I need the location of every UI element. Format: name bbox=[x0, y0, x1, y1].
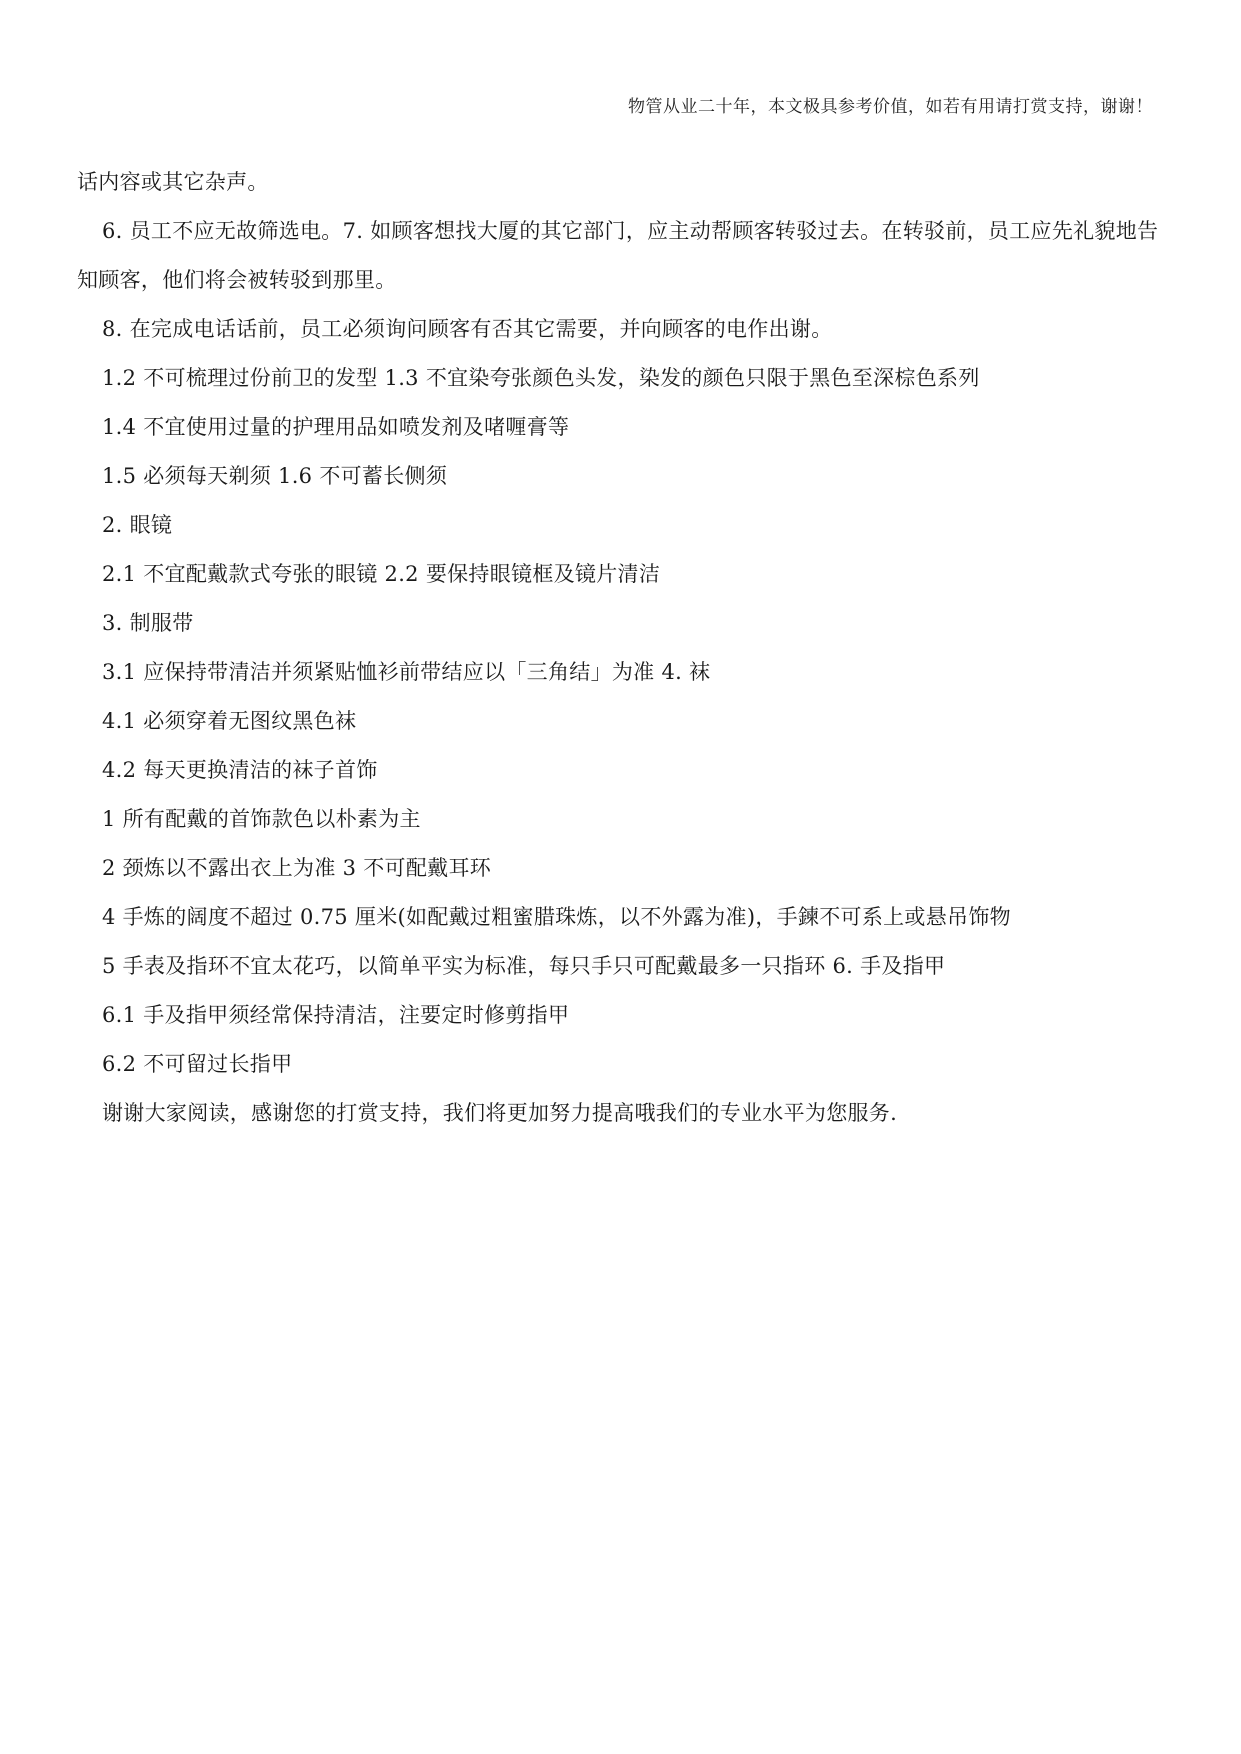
paragraph: 8. 在完成电话话前，员工必须询问顾客有否其它需要，并向顾客的电作出谢。 bbox=[102, 317, 833, 341]
paragraph: 话内容或其它杂声。 bbox=[77, 170, 269, 194]
paragraph: 1.4 不宜使用过量的护理用品如喷发剂及啫喱膏等 bbox=[102, 415, 570, 439]
paragraph: 6.2 不可留过长指甲 bbox=[102, 1052, 293, 1076]
document-body bbox=[77, 158, 1167, 1138]
paragraph: 1.5 必须每天剃须 1.6 不可蓄长侧须 bbox=[102, 464, 448, 488]
paragraph: 2. 眼镜 bbox=[102, 513, 173, 537]
paragraph: 2 颈炼以不露出衣上为准 3 不可配戴耳环 bbox=[102, 856, 492, 880]
paragraph: 4 手炼的阔度不超过 0.75 厘米(如配戴过粗蜜腊珠炼，以不外露为准)，手鍊不可系上或悬吊饰物 bbox=[102, 905, 1011, 929]
paragraph: 4.1 必须穿着无图纹黑色袜 bbox=[102, 709, 357, 733]
paragraph: 5 手表及指环不宜太花巧，以简单平实为标准，每只手只可配戴最多一只指环 6. 手及指甲 bbox=[102, 954, 946, 978]
closing-paragraph: 谢谢大家阅读，感谢您的打赏支持，我们将更加努力提高哦我们的专业水平为您服务. bbox=[102, 1101, 898, 1125]
paragraph: 1 所有配戴的首饰款色以朴素为主 bbox=[102, 807, 421, 831]
paragraph: 6. 员工不应无故筛选电。7. 如顾客想找大厦的其它部门，应主动帮顾客转驳过去。在转驳前，员工应先礼貌地告知顾客，他们将会被转驳到那里。 bbox=[77, 219, 1159, 292]
header-note: 物管从业二十年，本文极具参考价值，如若有用请打赏支持，谢谢！ bbox=[628, 97, 1153, 117]
paragraph: 1.2 不可梳理过份前卫的发型 1.3 不宜染夸张颜色头发，染发的颜色只限于黑色至深棕色系列 bbox=[102, 366, 980, 390]
paragraph: 4.2 每天更换清洁的袜子首饰 bbox=[102, 758, 378, 782]
paragraph: 2.1 不宜配戴款式夸张的眼镜 2.2 要保持眼镜框及镜片清洁 bbox=[102, 562, 661, 586]
paragraph: 6.1 手及指甲须经常保持清洁，注要定时修剪指甲 bbox=[102, 1003, 570, 1027]
paragraph: 3. 制服带 bbox=[102, 611, 194, 635]
paragraph: 3.1 应保持带清洁并须紧贴恤衫前带结应以「三角结」为准 4. 袜 bbox=[102, 660, 711, 684]
